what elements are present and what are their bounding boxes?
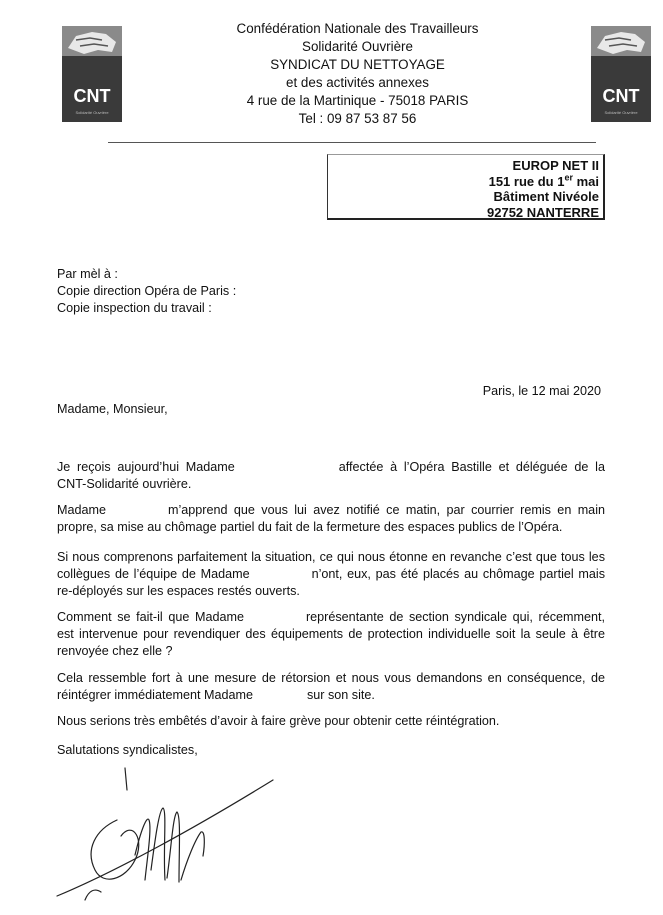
letterhead: [180, 20, 535, 128]
paragraph-4: Comment se fait-il que Madame représentante de section syndicale qui, récemment, est intervenue pour revendiquer des équipements de protection individuelle soit la seule à être renvoyée chez elle ?: [57, 610, 606, 658]
org-name: Confédération Nationale des Travailleurs: [236, 21, 479, 36]
cnt-logo-left: [62, 26, 122, 122]
header-divider: [108, 142, 596, 143]
copy-inspection-line: Copie inspection du travail :: [57, 301, 212, 315]
paragraph-5: Cela ressemble fort à une mesure de rétorsion et nous vous demandons en conséquence, de réintégrer immédiatement Madame sur son site.: [57, 671, 605, 702]
recipient-city: 92752 NANTERRE: [487, 204, 599, 220]
paragraph-2: Madame m’apprend que vous lui avez notifié ce matin, par courrier remis en main propre, sa mise au chômage partiel du fait de la fermeture des espaces publics de l’Opéra.: [57, 503, 605, 534]
union-scope: et des activités annexes: [286, 75, 429, 90]
recipient-street: 151 rue du 1er mai: [488, 172, 599, 189]
handwritten-signature: [55, 760, 295, 910]
paragraph-6: Nous serions très embêtés d’avoir à faire grève pour obtenir cette réintégration.: [57, 714, 500, 728]
svg-text:CNT: CNT: [602, 86, 640, 106]
svg-text:Solidarité Ouvrière: Solidarité Ouvrière: [604, 110, 638, 115]
salutation: Madame, Monsieur,: [57, 402, 168, 416]
svg-text:CNT: CNT: [73, 86, 111, 106]
org-subtitle: Solidarité Ouvrière: [302, 39, 413, 54]
svg-text:Solidarité Ouvrière: Solidarité Ouvrière: [75, 110, 109, 115]
cnt-logo-right: [591, 26, 651, 122]
by-email-line: Par mèl à :: [57, 267, 118, 281]
copy-direction-line: Copie direction Opéra de Paris :: [57, 284, 237, 298]
union-name: SYNDICAT DU NETTOYAGE: [270, 57, 445, 72]
recipient-building: Bâtiment Nivéole: [493, 189, 599, 204]
org-phone: Tel : 09 87 53 87 56: [298, 111, 417, 126]
letter-date: Paris, le 12 mai 2020: [482, 384, 601, 398]
closing-line: Salutations syndicalistes,: [57, 743, 198, 757]
recipient-address-box: [327, 154, 605, 220]
org-address: 4 rue de la Martinique - 75018 PARIS: [246, 93, 469, 108]
recipient-company: EUROP NET II: [512, 158, 599, 173]
paragraph-1: Je reçois aujourd’hui Madame affectée à l’Opéra Bastille et déléguée de la CNT-Solidarité ouvrière.: [57, 460, 605, 491]
paragraph-3: Si nous comprenons parfaitement la situation, ce qui nous étonne en revanche c’est que tous les collègues de l’équipe de Madame n’ont, eux, pas été placés au chômage partiel mais re-déployés sur les espaces restés ouverts.: [57, 550, 605, 598]
distribution-list: [57, 266, 236, 317]
